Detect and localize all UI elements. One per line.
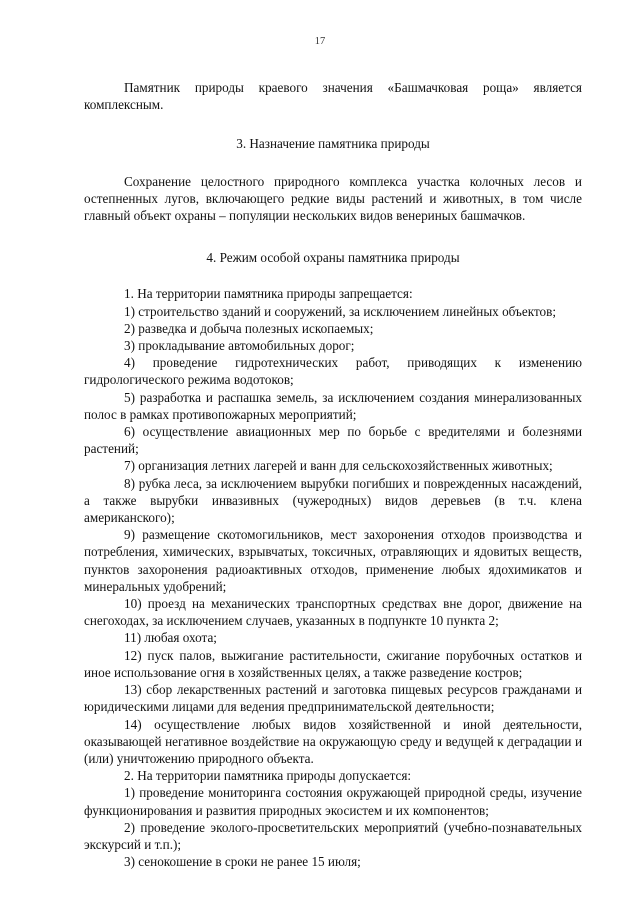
intro-paragraph: Памятник природы краевого значения «Башмачковая роща» является комплексным. (84, 80, 582, 113)
prohibited-item-5: 5) разработка и распашка земель, за исключением создания минерализованных полос в рамках противопожарных мероприятий; (84, 389, 582, 422)
prohibited-item-14: 14) осуществление любых видов хозяйственной и иной деятельности, оказывающей негативное воздействие на окружающую среду и ведущей к деградации и (или) уничтожению природного объекта. (84, 716, 582, 766)
prohibited-item-9: 9) размещение скотомогильников, мест захоронения отходов производства и потребления, химических, взрывчатых, токсичных, отравляющих и ядовитых веществ, пунктов захоронения радиоактивных отходов, применение любых ядохимикатов и минеральных удобрений; (84, 527, 582, 594)
prohibited-intro: 1. На территории памятника природы запрещается: (124, 286, 413, 302)
prohibited-item-12: 12) пуск палов, выжигание растительности, сжигание порубочных остатков и иное использование огня в хозяйственных целях, а также разведение костров; (84, 647, 582, 680)
page-content (84, 79, 582, 870)
permitted-intro: 2. На территории памятника природы допускается: (124, 768, 412, 784)
permitted-item-1: 1) проведение мониторинга состояния окружающей природной среды, изучение функционирования и развития природных экосистем и их компонентов; (84, 785, 582, 818)
permitted-item-2: 2) проведение эколого-просветительских мероприятий (учебно-познавательных экскурсий и т.п.); (84, 819, 582, 852)
page-number: 17 (314, 36, 326, 47)
prohibited-item-13: 13) сбор лекарственных растений и заготовка пищевых ресурсов гражданами и юридическими лицами для ведения предпринимательской деятельности; (84, 682, 582, 715)
prohibited-item-4: 4) проведение гидротехнических работ, приводящих к изменению гидрологического режима водотоков; (84, 355, 582, 388)
prohibited-item-10: 10) проезд на механических транспортных средствах вне дорог, движение на снегоходах, за исключением случаев, указанных в подпункте 10 пункта 2; (84, 596, 582, 629)
section-3-heading: 3. Назначение памятника природы (236, 136, 430, 152)
permitted-item-3: 3) сенокошение в сроки не ранее 15 июля; (124, 854, 361, 870)
prohibited-item-3: 3) прокладывание автомобильных дорог; (124, 338, 355, 354)
prohibited-item-1: 1) строительство зданий и сооружений, за исключением линейных объектов; (124, 303, 557, 319)
prohibited-item-8: 8) рубка леса, за исключением вырубки погибших и поврежденных насаждений, а также вырубки инвазивных (чужеродных) видов деревьев (в т.ч. клена американского); (84, 475, 582, 526)
section-4-heading: 4. Режим особой охраны памятника природы (206, 250, 460, 266)
section-3-paragraph: Сохранение целостного природного комплекса участка колочных лесов и остепненных лугов, включающего редкие виды растений и животных, в том числе главный объект охраны – популяции нескольких видов венериных башмачков. (84, 173, 582, 224)
prohibited-item-6: 6) осуществление авиационных мер по борьбе с вредителями и болезнями растений; (84, 424, 582, 457)
prohibited-item-11: 11) любая охота; (124, 630, 217, 646)
prohibited-item-2: 2) разведка и добыча полезных ископаемых; (124, 320, 374, 336)
prohibited-item-7: 7) организация летних лагерей и ванн для сельскохозяйственных животных; (124, 458, 553, 474)
